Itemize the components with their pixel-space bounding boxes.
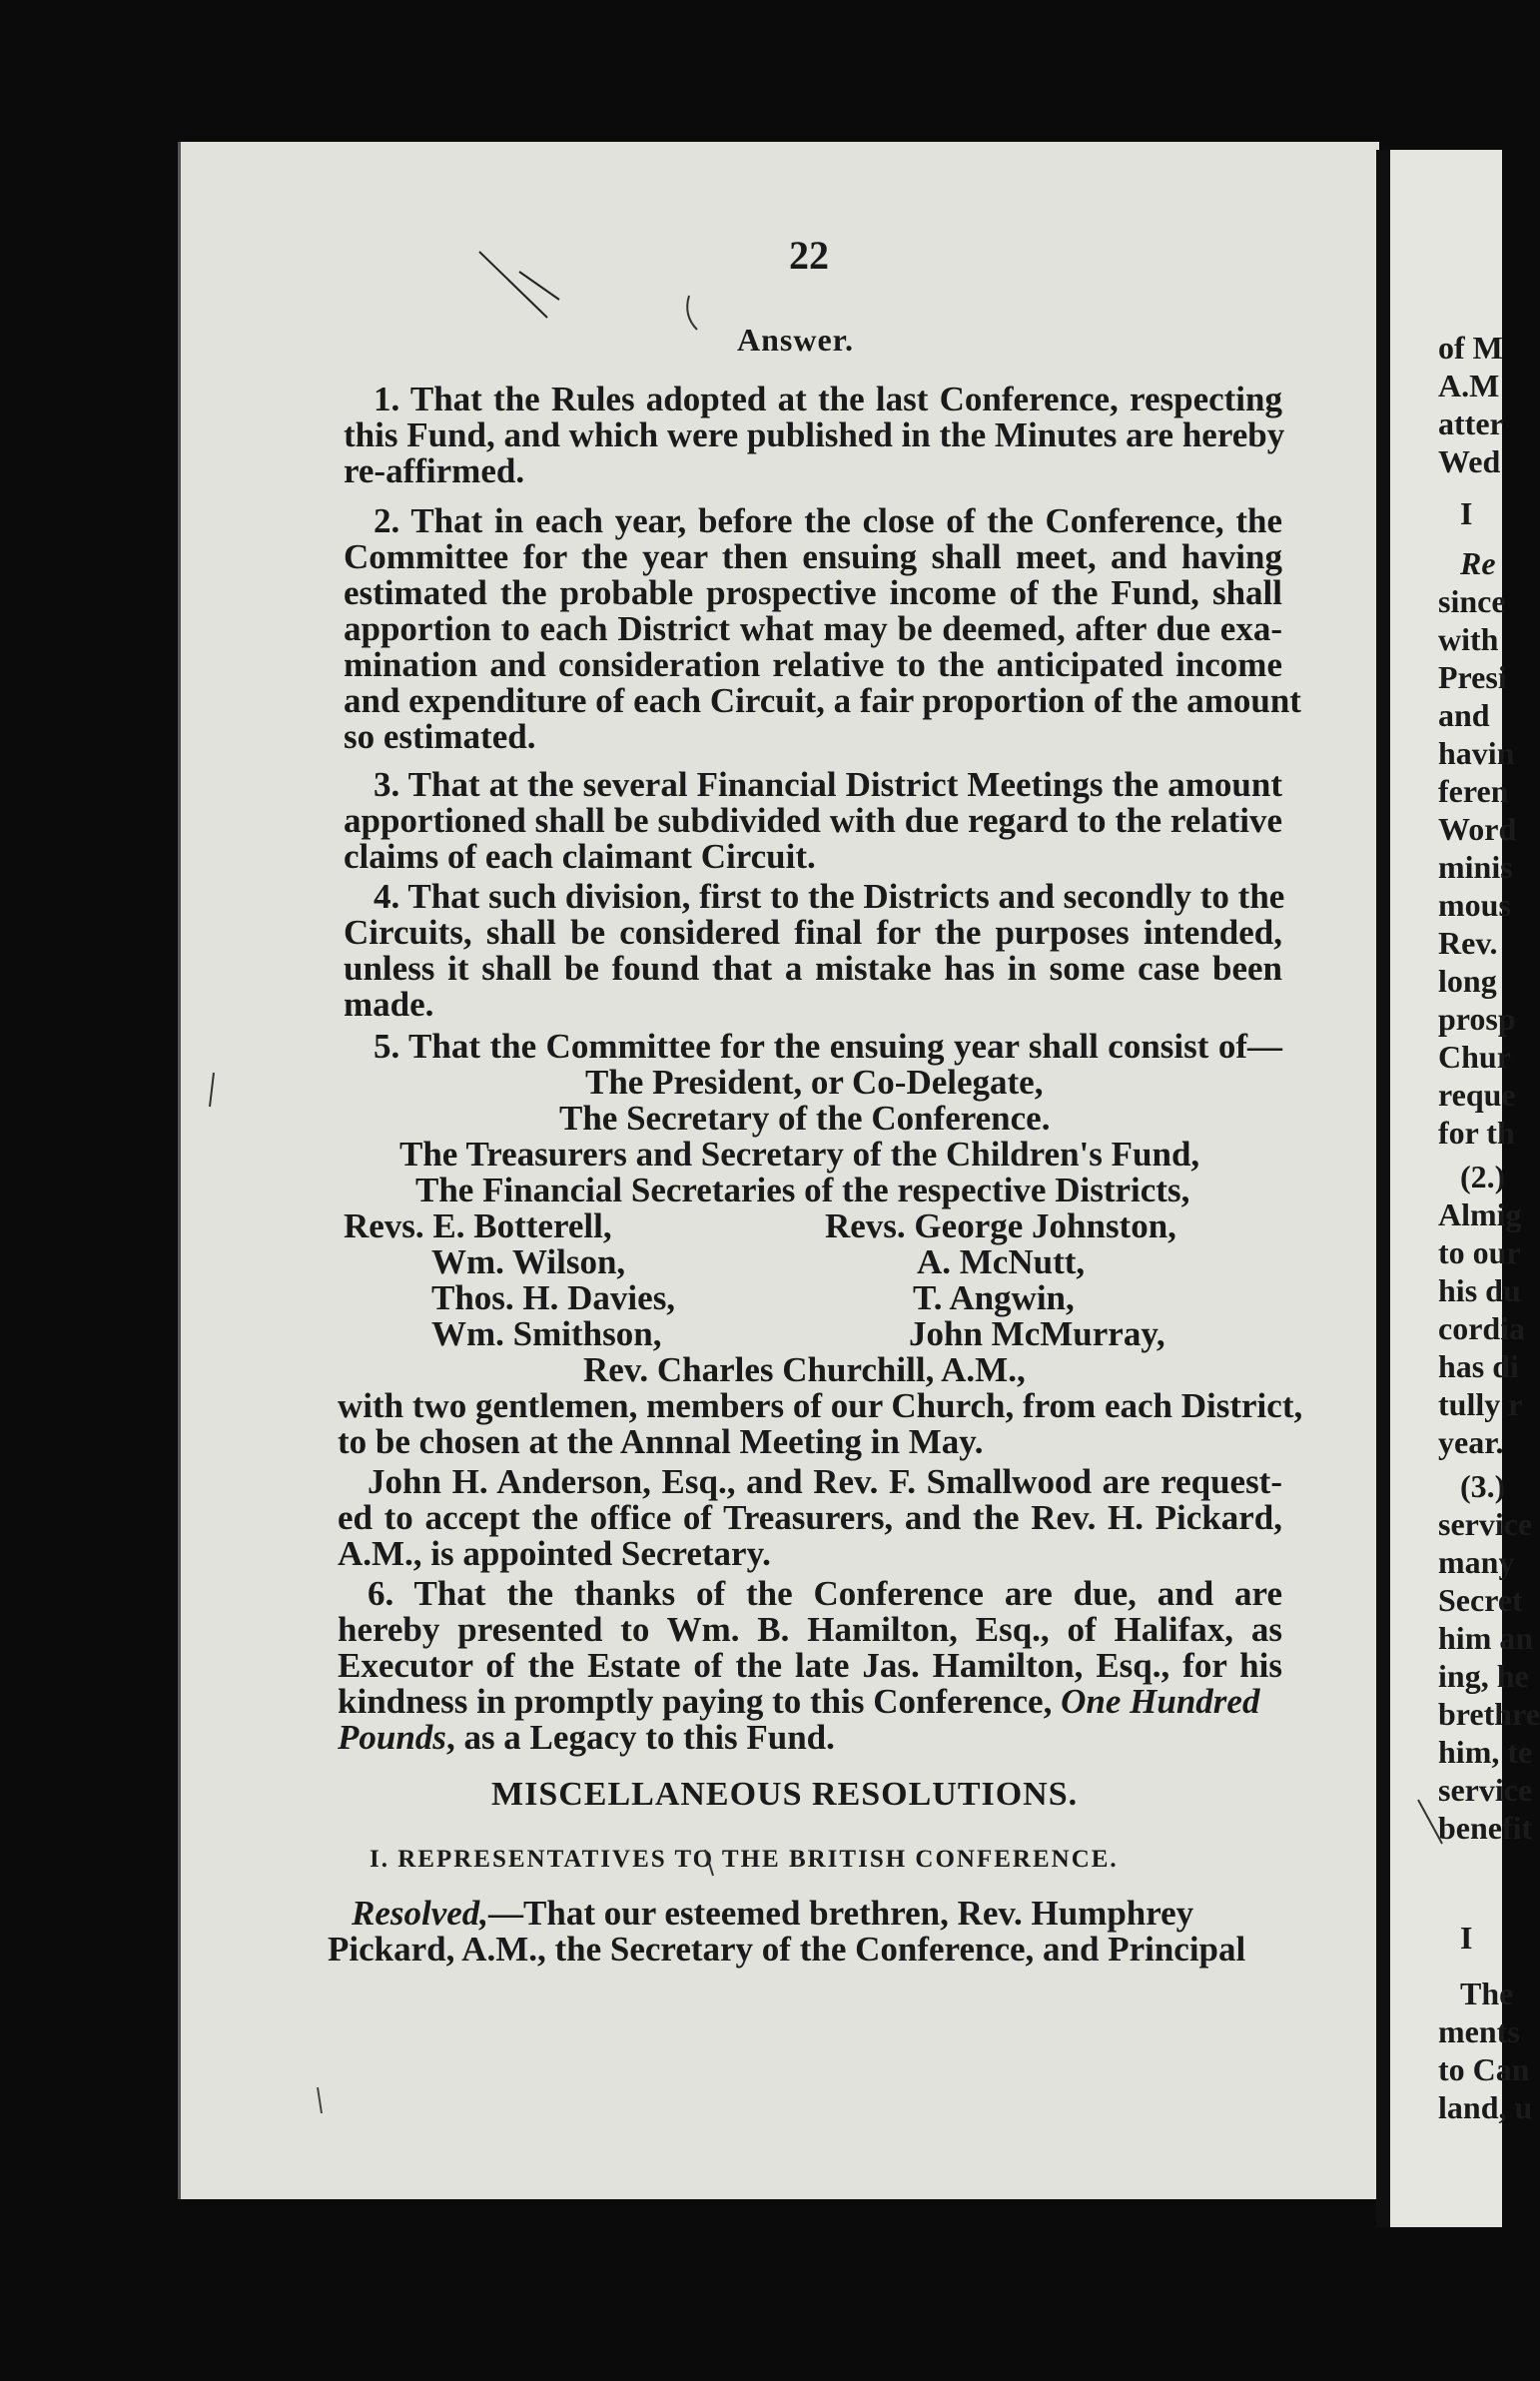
right-fragment: him, te [1438, 1734, 1533, 1770]
committee-member: Wm. Smithson, [431, 1314, 662, 1353]
right-fragment: brethre [1438, 1696, 1540, 1732]
text-line: and expenditure of each Circuit, a fair proportion of the amount [344, 681, 1301, 720]
text-line: mination and consideration relative to the anticipated income [344, 645, 1282, 684]
right-fragment: A.M [1438, 368, 1500, 403]
right-fragment: and [1438, 697, 1490, 733]
text-line: so estimated. [344, 717, 536, 756]
right-fragment: has di [1438, 1348, 1519, 1384]
right-fragment: year. [1438, 1424, 1504, 1460]
right-fragment: service [1438, 1772, 1533, 1808]
text-line: 4. That such division, first to the Districts and secondly to the [374, 877, 1285, 916]
right-fragment: of M [1438, 330, 1503, 366]
committee-member: Rev. Charles Churchill, A.M., [583, 1350, 1026, 1389]
right-fragment: his du [1438, 1272, 1521, 1308]
representatives-subheading: I. REPRESENTATIVES TO THE BRITISH CONFERENCE. [370, 1846, 1119, 1873]
committee-member: Revs. E. Botterell, [344, 1206, 612, 1245]
committee-member: A. McNutt, [917, 1242, 1086, 1281]
text-line: apportioned shall be subdivided with due regard to the relative [344, 801, 1282, 840]
committee-member: T. Angwin, [913, 1278, 1075, 1317]
right-fragment: tully r [1438, 1386, 1523, 1422]
text-line: John H. Anderson, Esq., and Rev. F. Smallwood are request- [368, 1462, 1282, 1501]
committee-member: Revs. George Johnston, [825, 1206, 1176, 1245]
right-fragment: mous [1438, 887, 1511, 923]
page-number: 22 [789, 233, 829, 278]
text-line: Resolved,—That our esteemed brethren, Rev. Humphrey [352, 1894, 1194, 1933]
right-fragment: land, u [1438, 2089, 1533, 2125]
right-fragment: The [1460, 1976, 1514, 2011]
right-fragment: benefit [1438, 1810, 1533, 1846]
committee-member: The President, or Co-Delegate, [585, 1063, 1044, 1102]
text-line: hereby presented to Wm. B. Hamilton, Esq., of Halifax, as [338, 1610, 1282, 1649]
committee-member: The Financial Secretaries of the respective Districts, [415, 1171, 1190, 1209]
right-fragment: I [1460, 495, 1473, 531]
right-fragment: ing, he [1438, 1658, 1529, 1694]
right-fragment: Wed [1438, 443, 1501, 479]
right-fragment: many [1438, 1544, 1515, 1580]
right-fragment: minis [1438, 849, 1513, 885]
right-fragment: ments [1438, 2013, 1520, 2049]
right-fragment: for th [1438, 1115, 1515, 1151]
right-fragment: Word [1438, 811, 1517, 847]
text-line: Executor of the Estate of the late Jas. Hamilton, Esq., for his [338, 1646, 1282, 1685]
right-fragment: to our [1438, 1234, 1521, 1270]
text-line: 5. That the Committee for the ensuing year shall consist of— [374, 1027, 1282, 1066]
text-line: 2. That in each year, before the close of the Conference, the [374, 501, 1282, 540]
resolved-label: Resolved, [352, 1894, 489, 1933]
committee-member: The Treasurers and Secretary of the Children's Fund, [399, 1135, 1200, 1174]
text-line: Committee for the year then ensuing shall meet, and having [344, 537, 1282, 576]
right-fragment: (3.) [1460, 1468, 1506, 1504]
right-fragment: prosp [1438, 1001, 1516, 1037]
text-line: 3. That at the several Financial District Meetings the amount [374, 765, 1282, 804]
text-line: Pickard, A.M., the Secretary of the Conference, and Principal [328, 1930, 1246, 1969]
text-line: apportion to each District what may be deemed, after due exa- [344, 609, 1282, 648]
committee-member: Thos. H. Davies, [431, 1278, 676, 1317]
right-fragment: him an [1438, 1620, 1534, 1656]
committee-member: John McMurray, [909, 1314, 1165, 1353]
right-fragment: (2.) [1460, 1159, 1506, 1194]
committee-member: The Secretary of the Conference. [559, 1099, 1051, 1138]
text-line: this Fund, and which were published in the Minutes are hereby [344, 415, 1285, 454]
right-fragment: long [1438, 963, 1497, 999]
right-fragment: Rev. [1438, 925, 1498, 961]
right-fragment: cordia [1438, 1310, 1526, 1346]
right-fragment: service [1438, 1506, 1533, 1542]
right-fragment: havin [1438, 735, 1515, 771]
right-fragment: I [1460, 1920, 1473, 1956]
committee-member: Wm. Wilson, [431, 1242, 626, 1281]
text-line: Circuits, shall be considered final for the purposes intended, [344, 913, 1282, 952]
text-line: A.M., is appointed Secretary. [338, 1534, 771, 1573]
text-line: made. [344, 985, 434, 1024]
adjacent-page-fragment [1390, 150, 1540, 2227]
right-fragment: reque [1438, 1077, 1516, 1113]
right-fragment: feren [1438, 773, 1509, 809]
right-fragment: Re [1460, 545, 1496, 581]
right-fragment: Secret [1438, 1582, 1523, 1618]
right-fragment: Almig [1438, 1196, 1522, 1232]
text-line: unless it shall be found that a mistake has in some case been [344, 949, 1282, 988]
right-fragment: with [1438, 621, 1499, 657]
right-fragment: Chur [1438, 1039, 1511, 1075]
text-line: to be chosen at the Annnal Meeting in May. [338, 1422, 984, 1461]
legacy-amount: Pounds [338, 1718, 446, 1757]
legacy-amount: One Hundred [1061, 1682, 1260, 1721]
right-fragment: since [1438, 583, 1506, 619]
right-fragment: atter [1438, 405, 1504, 441]
right-fragment: to Can [1438, 2051, 1530, 2087]
text-line: kindness in promptly paying to this Conference, One Hundred [338, 1682, 1260, 1721]
text-line: estimated the probable prospective income of the Fund, shall [344, 573, 1282, 612]
text-line: with two gentlemen, members of our Church, from each District, [338, 1386, 1303, 1425]
text-line: ed to accept the office of Treasurers, and the Rev. H. Pickard, [338, 1498, 1282, 1537]
section-heading: Answer. [737, 322, 854, 358]
right-fragment: Presi [1438, 659, 1507, 695]
text-line: 1. That the Rules adopted at the last Conference, respecting [374, 380, 1282, 418]
text-line: Pounds, as a Legacy to this Fund. [338, 1718, 835, 1757]
text-line: claims of each claimant Circuit. [344, 837, 816, 876]
text-line: 6. That the thanks of the Conference are due, and are [368, 1574, 1282, 1613]
text-line: re-affirmed. [344, 451, 525, 490]
misc-resolutions-heading: MISCELLANEOUS RESOLUTIONS. [491, 1776, 1079, 1813]
page-gutter [1376, 150, 1390, 2227]
